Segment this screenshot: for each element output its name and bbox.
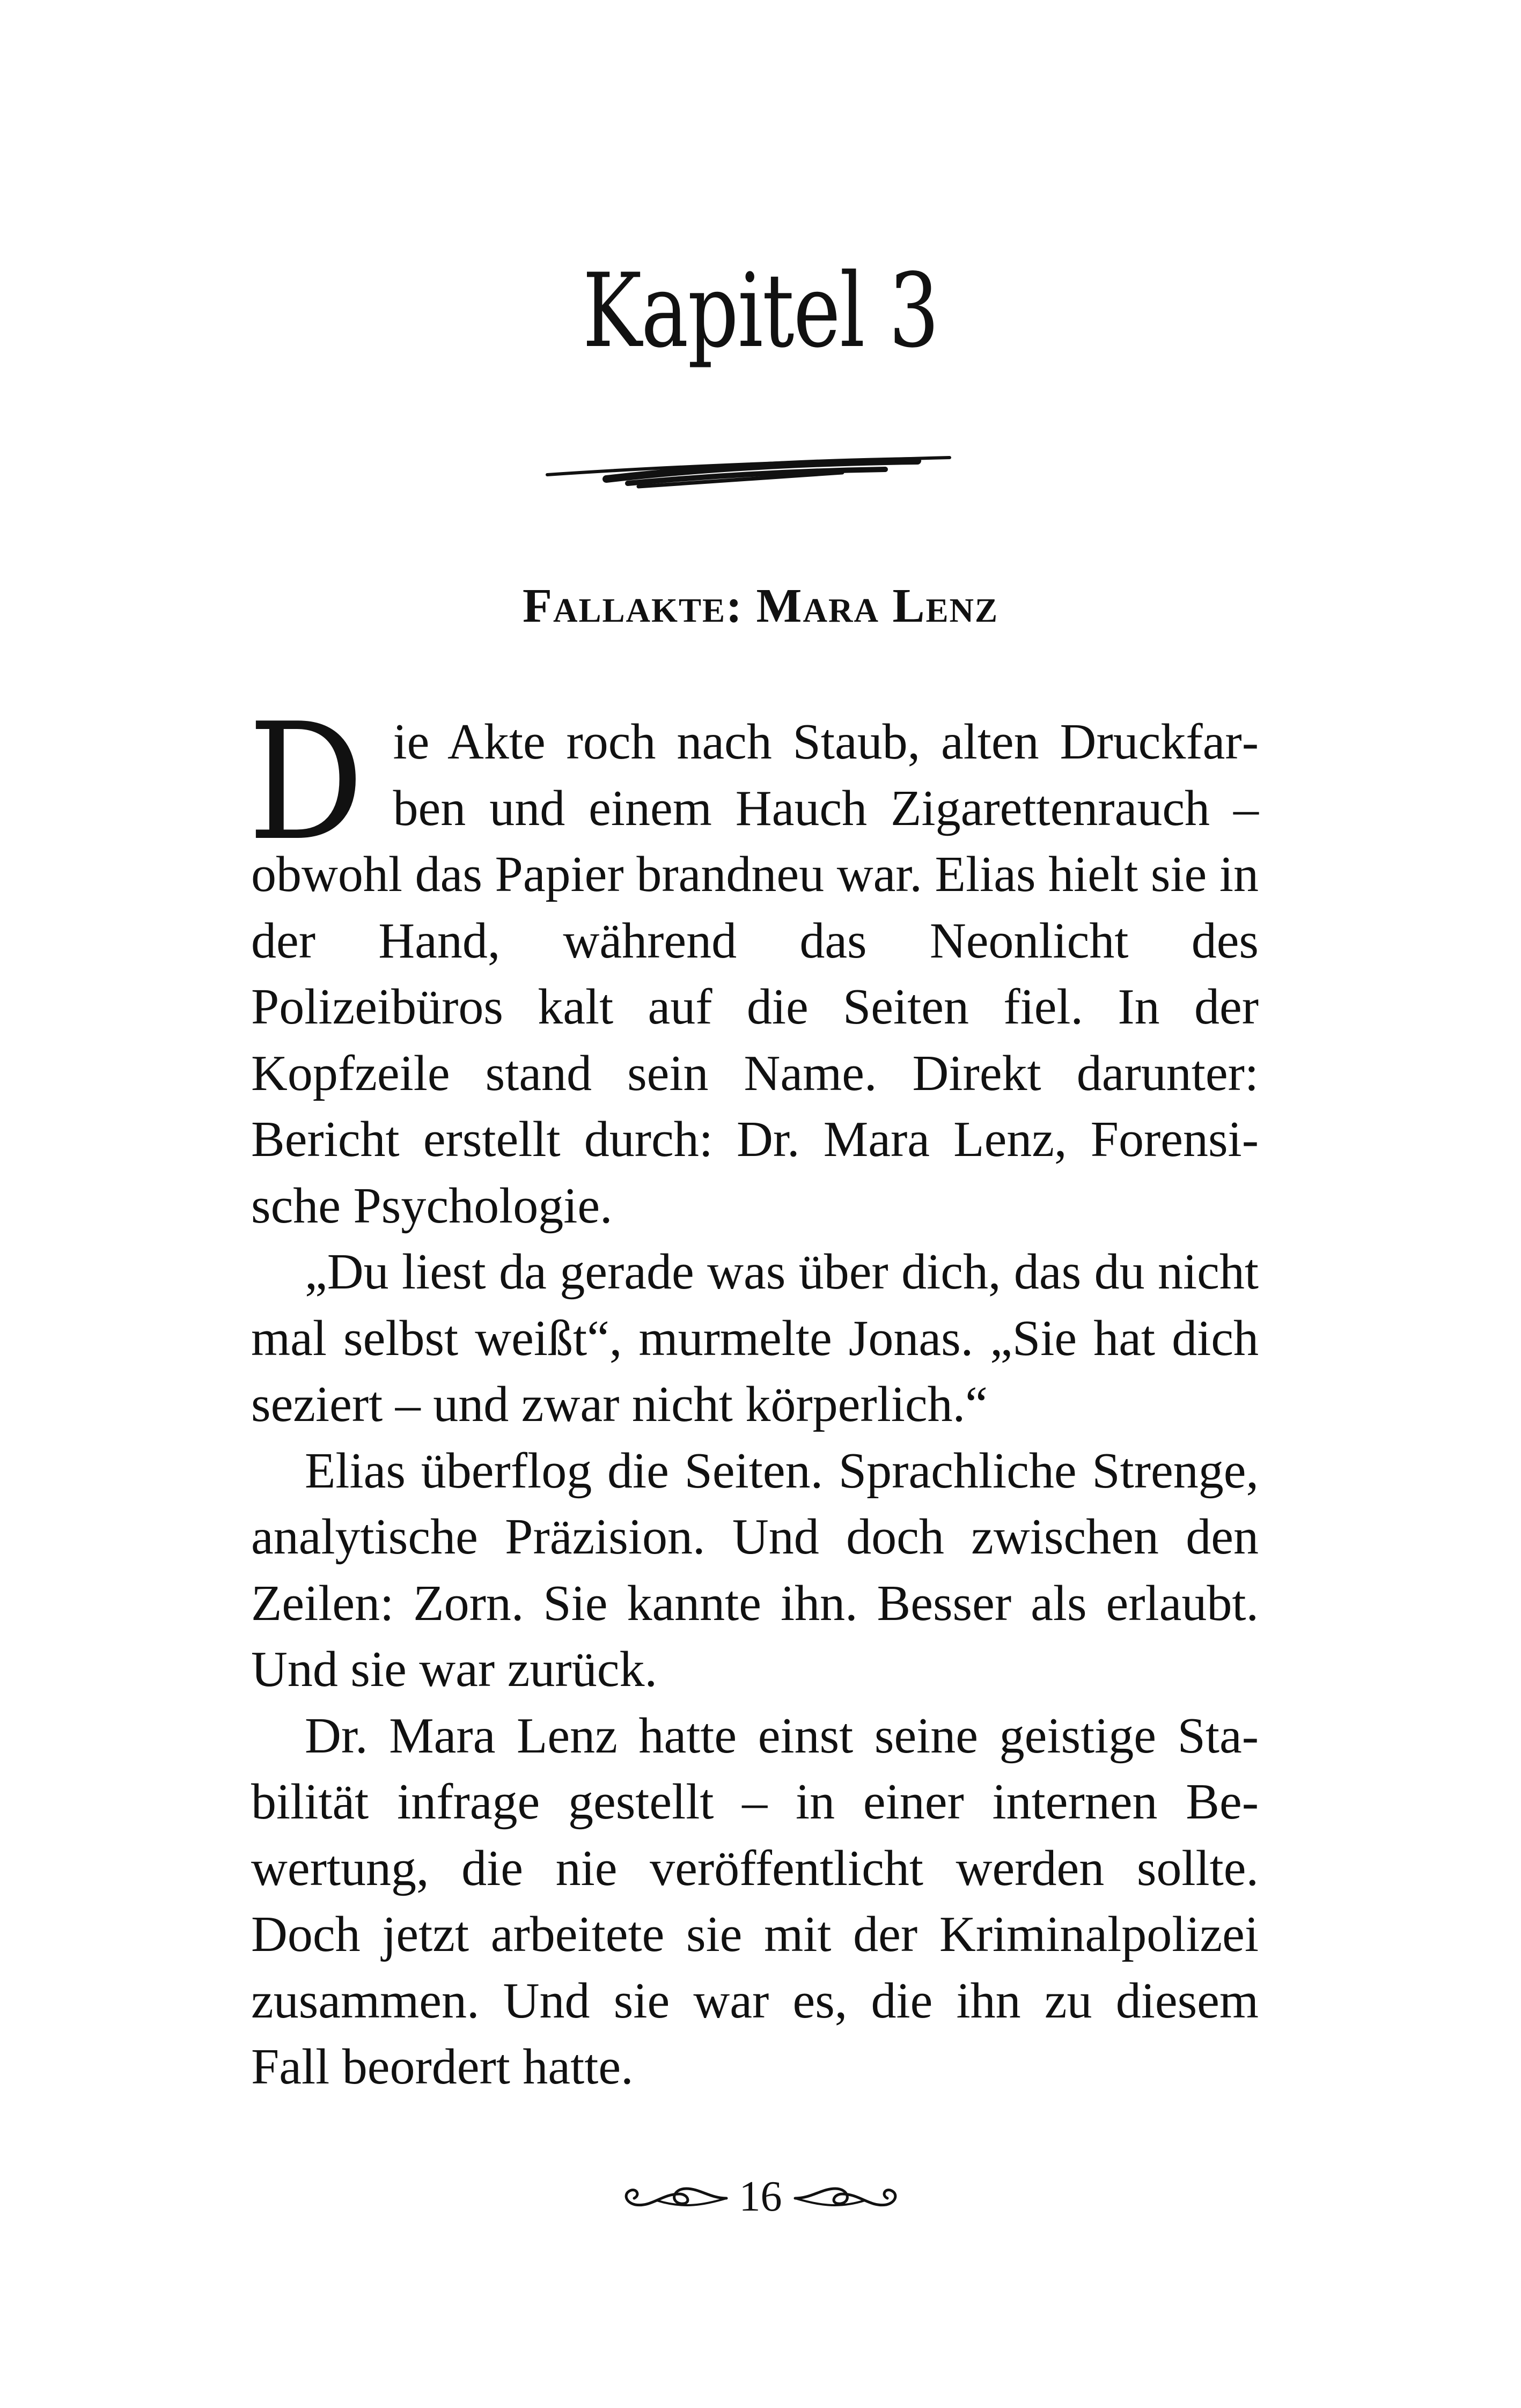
paragraph: „Du liest da gerade was über dich, das du nicht mal selbst weißt“, murmelte Jonas. „Sie hat dich seziert – und zwar nicht körperlich.“ [251,1244,1259,1432]
page-footer [0,2167,1521,2226]
flourish-left-icon [619,2178,732,2215]
body-text [248,689,1259,2101]
flourish-right-icon [790,2178,902,2215]
chapter-title: Kapitel 3 [582,252,939,370]
paragraph: Elias überflog die Seiten. Sprachliche Strenge, analytische Präzision. Und doch zwischen den Zeilen: Zorn. Sie kannte ihn. Besser als erlaubt. Und sie war zurück. [251,1442,1259,1697]
paragraph-text: ie Akte roch nach Staub, alten Druckfarben und einem Hauch Zigarettenrauch – obwohl das Papier brandneu war. Elias hielt sie in der Hand, während das Neonlicht des Polizeibüros kalt auf die Seiten fiel. In der Kopfzeile stand sein Name. Direkt darunter: Bericht erstellt durch: Dr. Mara Lenz, Forensische Psychologie. [251,714,1259,1234]
page-number: 16 [739,2173,782,2220]
paragraph [248,689,1259,1239]
section-heading: Fallakte: Mara Lenz [522,579,999,632]
drop-cap: D [248,689,364,876]
paragraph: Dr. Mara Lenz hatte einst seine geistige Stabilität infrage gestellt – in einer internen Bewertung, die nie veröffentlicht werden sollte. Doch jetzt arbeitete sie mit der Kriminalpolizei zusammen. Und sie war es, die ihn zu diesem Fall beordert hatte. [251,1707,1259,2095]
title-underline-swash-icon [542,448,960,491]
